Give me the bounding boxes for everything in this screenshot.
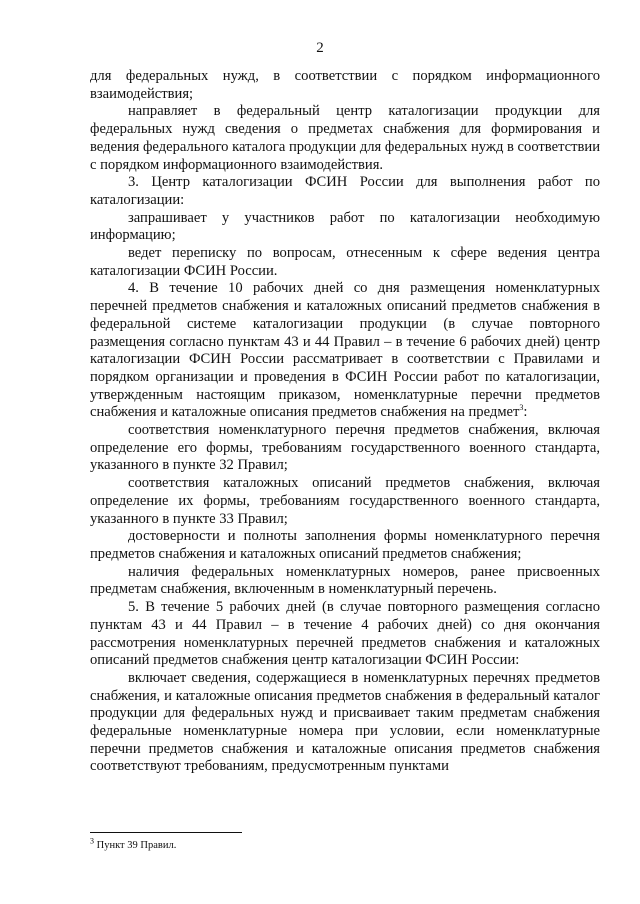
document-body [90,68,600,776]
paragraph-with-footnote [90,280,600,422]
paragraph: направляет в федеральный центр каталогизации продукции для федеральных нужд сведения о предметах снабжения для формирования и ведения федерального каталога продукции для федеральных нужд в соответствии с порядком информационного взаимодействия. [90,103,601,173]
footnote-divider [90,832,242,833]
footnote-marker: 3 [90,836,94,846]
paragraph: запрашивает у участников работ по каталогизации необходимую информацию; [90,209,600,244]
paragraph: для федеральных нужд, в соответствии с порядком информационного взаимодействия; [90,68,600,102]
paragraph: ведет переписку по вопросам, отнесенным к сфере ведения центра каталогизации ФСИН России. [90,245,600,279]
paragraph: наличия федеральных номенклатурных номеров, ранее присвоенных предметам снабжения, включенным в номенклатурный перечень. [90,563,600,598]
paragraph: 3. Центр каталогизации ФСИН России для выполнения работ по каталогизации: [90,174,600,208]
paragraph: соответствия каталожных описаний предметов снабжения, включая определение их формы, требованиям государственного военного стандарта, указанного в пункте 33 Правил; [90,475,600,527]
page-number: 2 [316,40,324,56]
paragraph: достоверности и полноты заполнения формы номенклатурного перечня предметов снабжения и каталожных описаний предметов снабжения; [90,528,600,562]
paragraph-text: 4. В течение 10 рабочих дней со дня размещения номенклатурных перечней предметов снабжения и каталожных описаний предметов снабжения в федеральной системе каталогизации продукции (в случае повторного размещения согласно пунктам 43 и 44 Правил – в течение 6 рабочих дней) центр каталогизации ФСИН России рассматривает в соответствии с Правилами и порядком организации и проведения в ФСИН России работ по каталогизации, утвержденным настоящим приказом, номенклатурные перечни предметов снабжения и каталожные описания предметов снабжения на предмет [90,280,600,421]
footnote [90,836,177,852]
footnote-reference: 3 [519,403,524,413]
paragraph: включает сведения, содержащиеся в номенклатурных перечнях предметов снабжения, и каталожные описания предметов снабжения в федеральный каталог продукции для федеральных нужд и присваивает таким предметам снабжения федеральные номенклатурные номера при условии, если номенклатурные перечни предметов снабжения и каталожные описания предметов снабжения соответствуют требованиям, предусмотренным пунктами [90,669,600,775]
paragraph-end-punctuation: : [523,404,528,421]
footnote-text: Пункт 39 Правил. [94,840,177,851]
paragraph: соответствия номенклатурного перечня предметов снабжения, включая определение его формы, требованиям государственного военного стандарта, указанного в пункте 32 Правил; [90,422,600,474]
paragraph: 5. В течение 5 рабочих дней (в случае повторного размещения согласно пунктам 43 и 44 Правил – в течение 4 рабочих дней) со дня окончания рассмотрения номенклатурных перечней предметов снабжения и каталожных описаний предметов снабжения центр каталогизации ФСИН России: [90,599,600,669]
